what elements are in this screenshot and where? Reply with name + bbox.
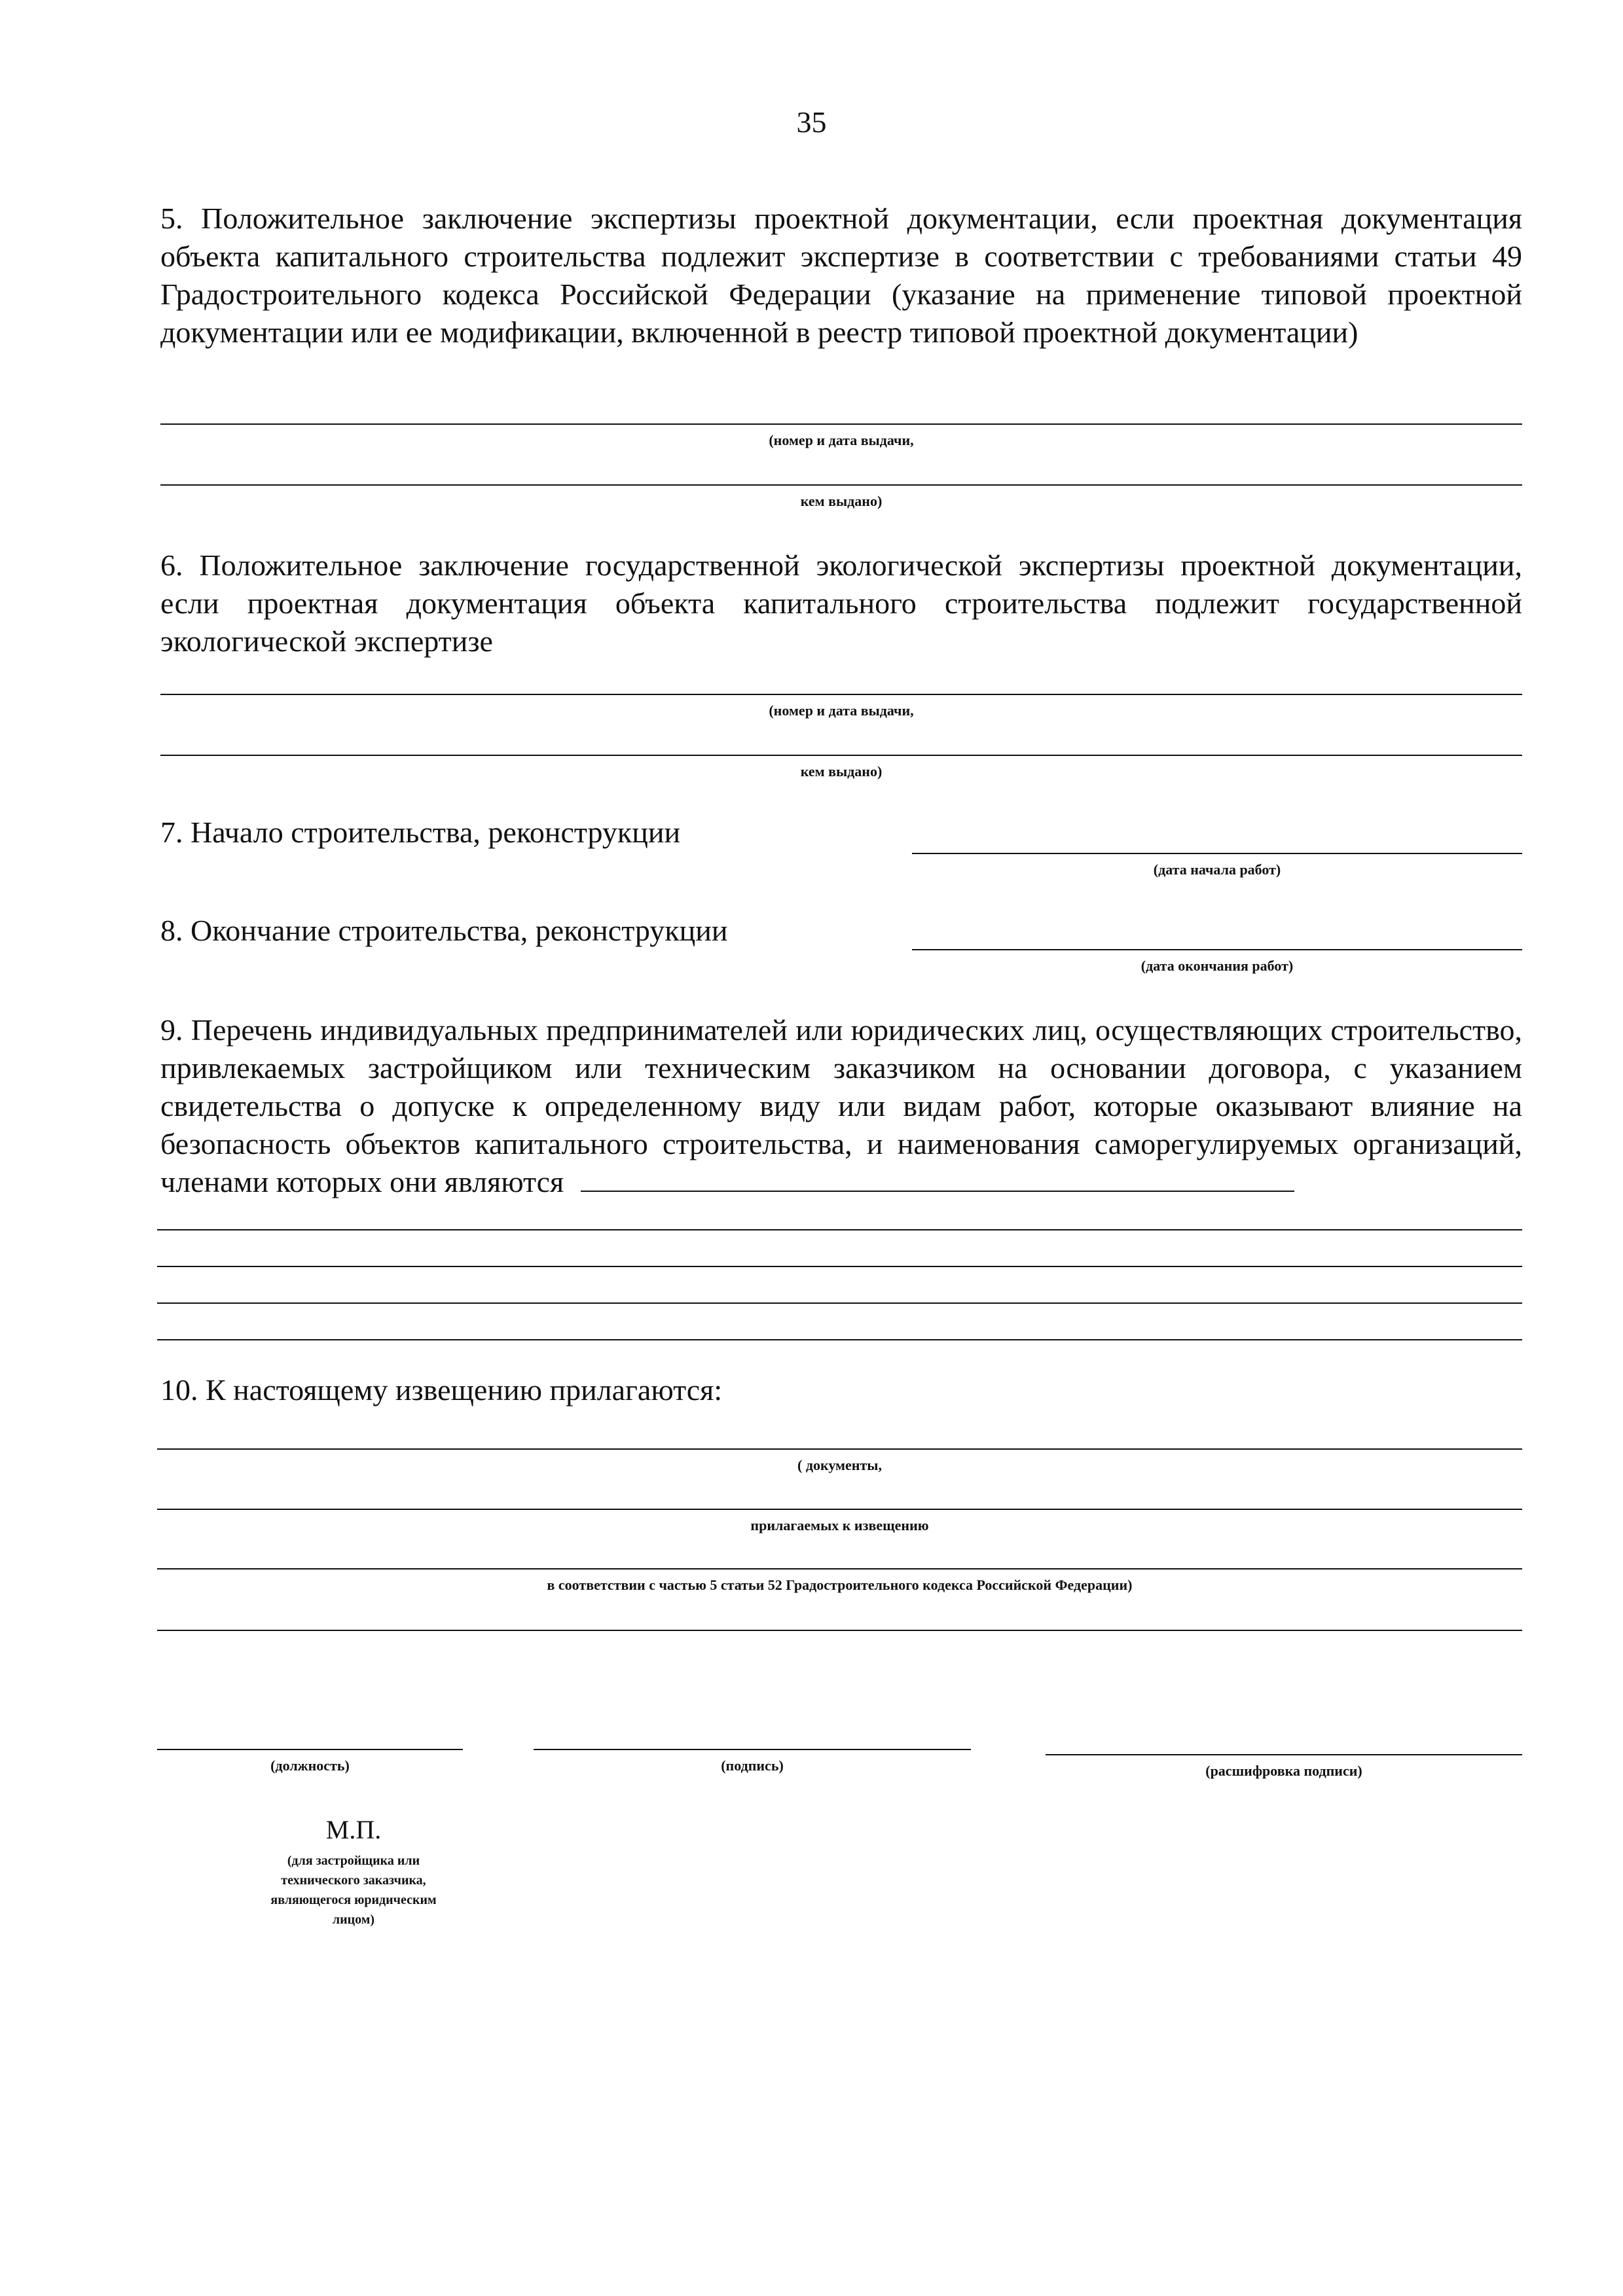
section-5-text: 5. Положительное заключение экспертизы проектной документации, если проектная документация объекта капитального строительства подлежит экспертизе в соответствии с требованиями статьи 49 Градостроительного кодекса Российской Федерации (указание на применение типовой проектной документации или ее модификации, включенной в реестр типовой проектной документации) — [160, 202, 1522, 349]
section-10-label: 10. К настоящему извещению прилагаются: — [160, 1373, 723, 1407]
section-10-caption-2: прилагаемых к извещению — [750, 1517, 929, 1534]
section-10-field-1[interactable] — [157, 1448, 1522, 1450]
signature-caption: (подпись) — [721, 1757, 784, 1774]
stamp-note: (для застройщика или технического заказчика, являющегося юридическим лицом) — [270, 1854, 437, 1927]
section-5-field-2[interactable] — [160, 484, 1522, 486]
section-5-caption-1: (номер и дата выдачи, — [769, 432, 914, 448]
stamp-label: М.П. — [325, 1815, 382, 1844]
section-10-caption-1: ( документы, — [797, 1457, 882, 1473]
section-9-field-2[interactable] — [157, 1266, 1522, 1267]
section-6-field-1[interactable] — [160, 694, 1522, 695]
section-10-field-3[interactable] — [157, 1568, 1522, 1570]
end-date-field[interactable] — [912, 949, 1522, 950]
section-9-field-4[interactable] — [157, 1339, 1522, 1340]
section-7-label: 7. Начало строительства, реконструкции — [160, 816, 681, 849]
signature-decode-field[interactable] — [1046, 1754, 1522, 1755]
section-9-inline-field[interactable] — [581, 1164, 1294, 1192]
section-6-caption-1: (номер и дата выдачи, — [769, 702, 914, 719]
section-5-caption-2: кем выдано) — [800, 493, 883, 509]
section-9-field-3[interactable] — [157, 1302, 1522, 1304]
section-10-field-4[interactable] — [157, 1630, 1522, 1631]
section-8-label: 8. Окончание строительства, реконструкции — [160, 914, 728, 947]
start-date-caption: (дата начала работ) — [1153, 861, 1281, 878]
end-date-caption: (дата окончания работ) — [1140, 958, 1294, 974]
section-6-field-2[interactable] — [160, 755, 1522, 756]
page-number: 35 — [796, 105, 827, 139]
signature-field[interactable] — [534, 1749, 971, 1750]
section-10-caption-3: в соответствии с частью 5 статьи 52 Градостроительного кодекса Российской Федерации) — [547, 1577, 1133, 1593]
section-9-field-1[interactable] — [157, 1229, 1522, 1230]
section-9-text — [160, 1011, 1522, 1201]
position-field[interactable] — [157, 1749, 463, 1750]
signature-decode-caption: (расшифровка подписи) — [1205, 1763, 1362, 1779]
section-6-text: 6. Положительное заключение государственной экологической экспертизы проектной документации, если проектная документация объекта капитального строительства подлежит государственной экологической экспертизе — [160, 548, 1522, 658]
section-5-field-1[interactable] — [160, 423, 1522, 425]
start-date-field[interactable] — [912, 853, 1522, 854]
position-caption: (должность) — [270, 1757, 350, 1774]
section-10-field-2[interactable] — [157, 1509, 1522, 1510]
section-9-text-content: 9. Перечень индивидуальных предпринимателей или юридических лиц, осуществляющих строительство, привлекаемых застройщиком или техническим заказчиком на основании договора, с указанием свидетельства о допуске к определенному виду или видам работ, которые оказывают влияние на безопасность объектов капитального строительства, и наименования саморегулируемых организаций, членами которых они являются — [160, 1013, 1522, 1198]
section-6-caption-2: кем выдано) — [800, 763, 883, 780]
